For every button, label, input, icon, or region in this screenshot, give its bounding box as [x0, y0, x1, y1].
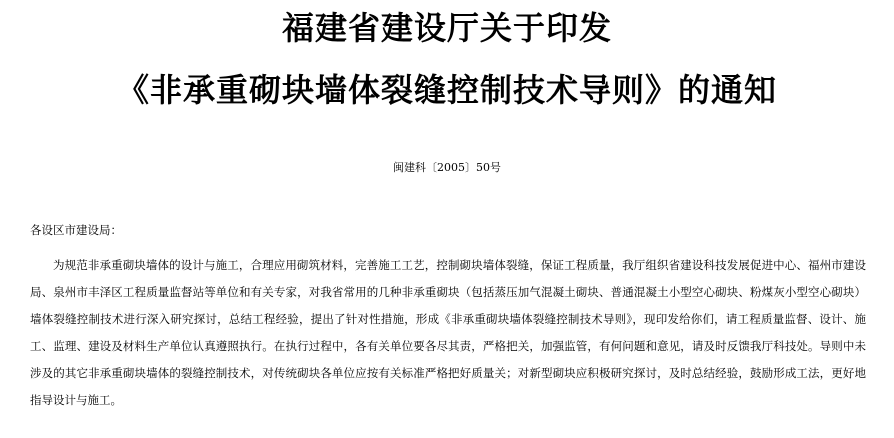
salutation: 各设区市建设局： — [30, 223, 122, 237]
document-title-line2: 《非承重砌块墙体裂缝控制技术导则》的通知 — [116, 71, 777, 109]
document-number: 闽建科〔2005〕50号 — [393, 161, 501, 174]
body-paragraph: 为规范非承重砌块墙体的设计与施工，合理应用砌筑材料，完善施工工艺，控制砌块墙体裂缝，保证工程质量，我厅组织省建设科技发展促进中心、福州市建设局、泉州市丰泽区工程质量监督站等单位和有关专家，对我省常用的几种非承重砌块（包括蒸压加气混凝土砌块、普通混凝土小型空心砌块、粉煤灰小型空心砌块）墙体裂缝控制技术进行深入研究探讨，总结工程经验，提出了针对性措施，形成《非承重砌块墙体裂缝控制技术导则》，现印发给你们，请工程质量监督、设计、施工、监理、建设及材料生产单位认真遵照执行。在执行过程中，各有关单位要各尽其责，严格把关，加强监管，有何问题和意见，请及时反馈我厅科技处。导则中未涉及的其它非承重砌块墙体的裂缝控制技术，对传统砌块各单位应按有关标准严格把好质量关；对新型砌块应积极研究探讨，及时总结经验，鼓励形成工法，更好地指导设计与施工。 — [30, 258, 866, 407]
document-title-line1: 福建省建设厅关于印发 — [281, 9, 612, 47]
